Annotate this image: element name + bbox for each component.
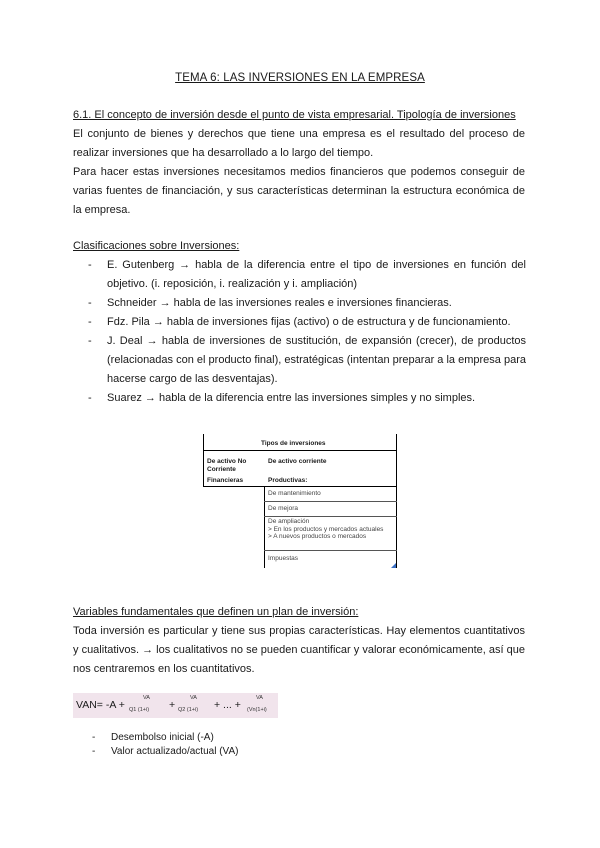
investment-types-table [203,434,397,568]
resize-handle-icon [391,563,396,568]
variables-heading: Variables fundamentales que definen un plan de inversión: [73,606,359,618]
classifications-heading: Clasificaciones sobre Inversiones: [73,240,240,252]
classifications-list [88,256,526,408]
table-left-cell: De activo No Corriente [207,458,247,473]
table-left-cell: Financieras [207,477,244,484]
section-heading: 6.1. El concepto de inversión desde el punto de vista empresarial. Tipología de inversiones [73,109,516,121]
list-item: - Valor actualizado/actual (VA) [92,746,239,757]
paragraph-2: Para hacer estas inversiones necesitamos medios financieros que podemos conseguir de varias fuentes de financiación, y sus características determinan la estructura económica de la empresa. [73,166,525,216]
list-item: - Fdz. Pila → habla de inversiones fijas (activo) o de estructura y de funcionamiento. [88,316,511,328]
list-item: - Schneider → habla de las inversiones reales e inversiones financieras. [88,297,452,309]
formula-items-list [92,731,238,759]
variables-paragraph: Toda inversión es particular y tiene sus propias características. Hay elementos cuantitativos y cualitativos. → los cualitativos no se pueden cuantificar y valorar económicamente, así que nos centraremos en los cuantitativos. [73,625,525,675]
table-row: Impuestas [268,555,298,562]
list-item: - Suarez → habla de la diferencia entre las inversiones simples y no simples. [88,392,476,404]
table-row: De mantenimiento [268,490,321,497]
formula-lhs: VAN= -A + [76,699,125,711]
list-item: - E. Gutenberg → habla de la diferencia entre el tipo de inversiones en función del objetivo. (i. reposición, i. realización y i. ampliación) [88,259,526,290]
table-row: De ampliación > En los productos y mercados actuales > A nuevos productos o mercados [268,518,384,540]
table-productivas: Productivas: [268,477,308,484]
van-formula: VAN= -A + VA Q1 (1+i) + VA Q2 (1+i) + ... + VA (Vn(1+i) [73,693,278,718]
paragraph-1: El conjunto de bienes y derechos que tiene una empresa es el resultado del proceso de realizar inversiones que ha desarrollado a lo largo del tiempo. [73,128,525,159]
table-row: De mejora [268,505,298,512]
table-title: Tipos de inversiones [261,440,326,447]
list-item: - J. Deal → habla de inversiones de sustitución, de expansión (crecer), de productos (relacionadas con el producto final), estratégicas (intentan preparar a la empresa para hacerse cargo de las desventajas). [88,335,526,385]
list-item: - Desembolso inicial (-A) [92,732,214,743]
page-title: TEMA 6: LAS INVERSIONES EN LA EMPRESA [175,72,425,84]
table-right-header: De activo corriente [268,458,327,465]
